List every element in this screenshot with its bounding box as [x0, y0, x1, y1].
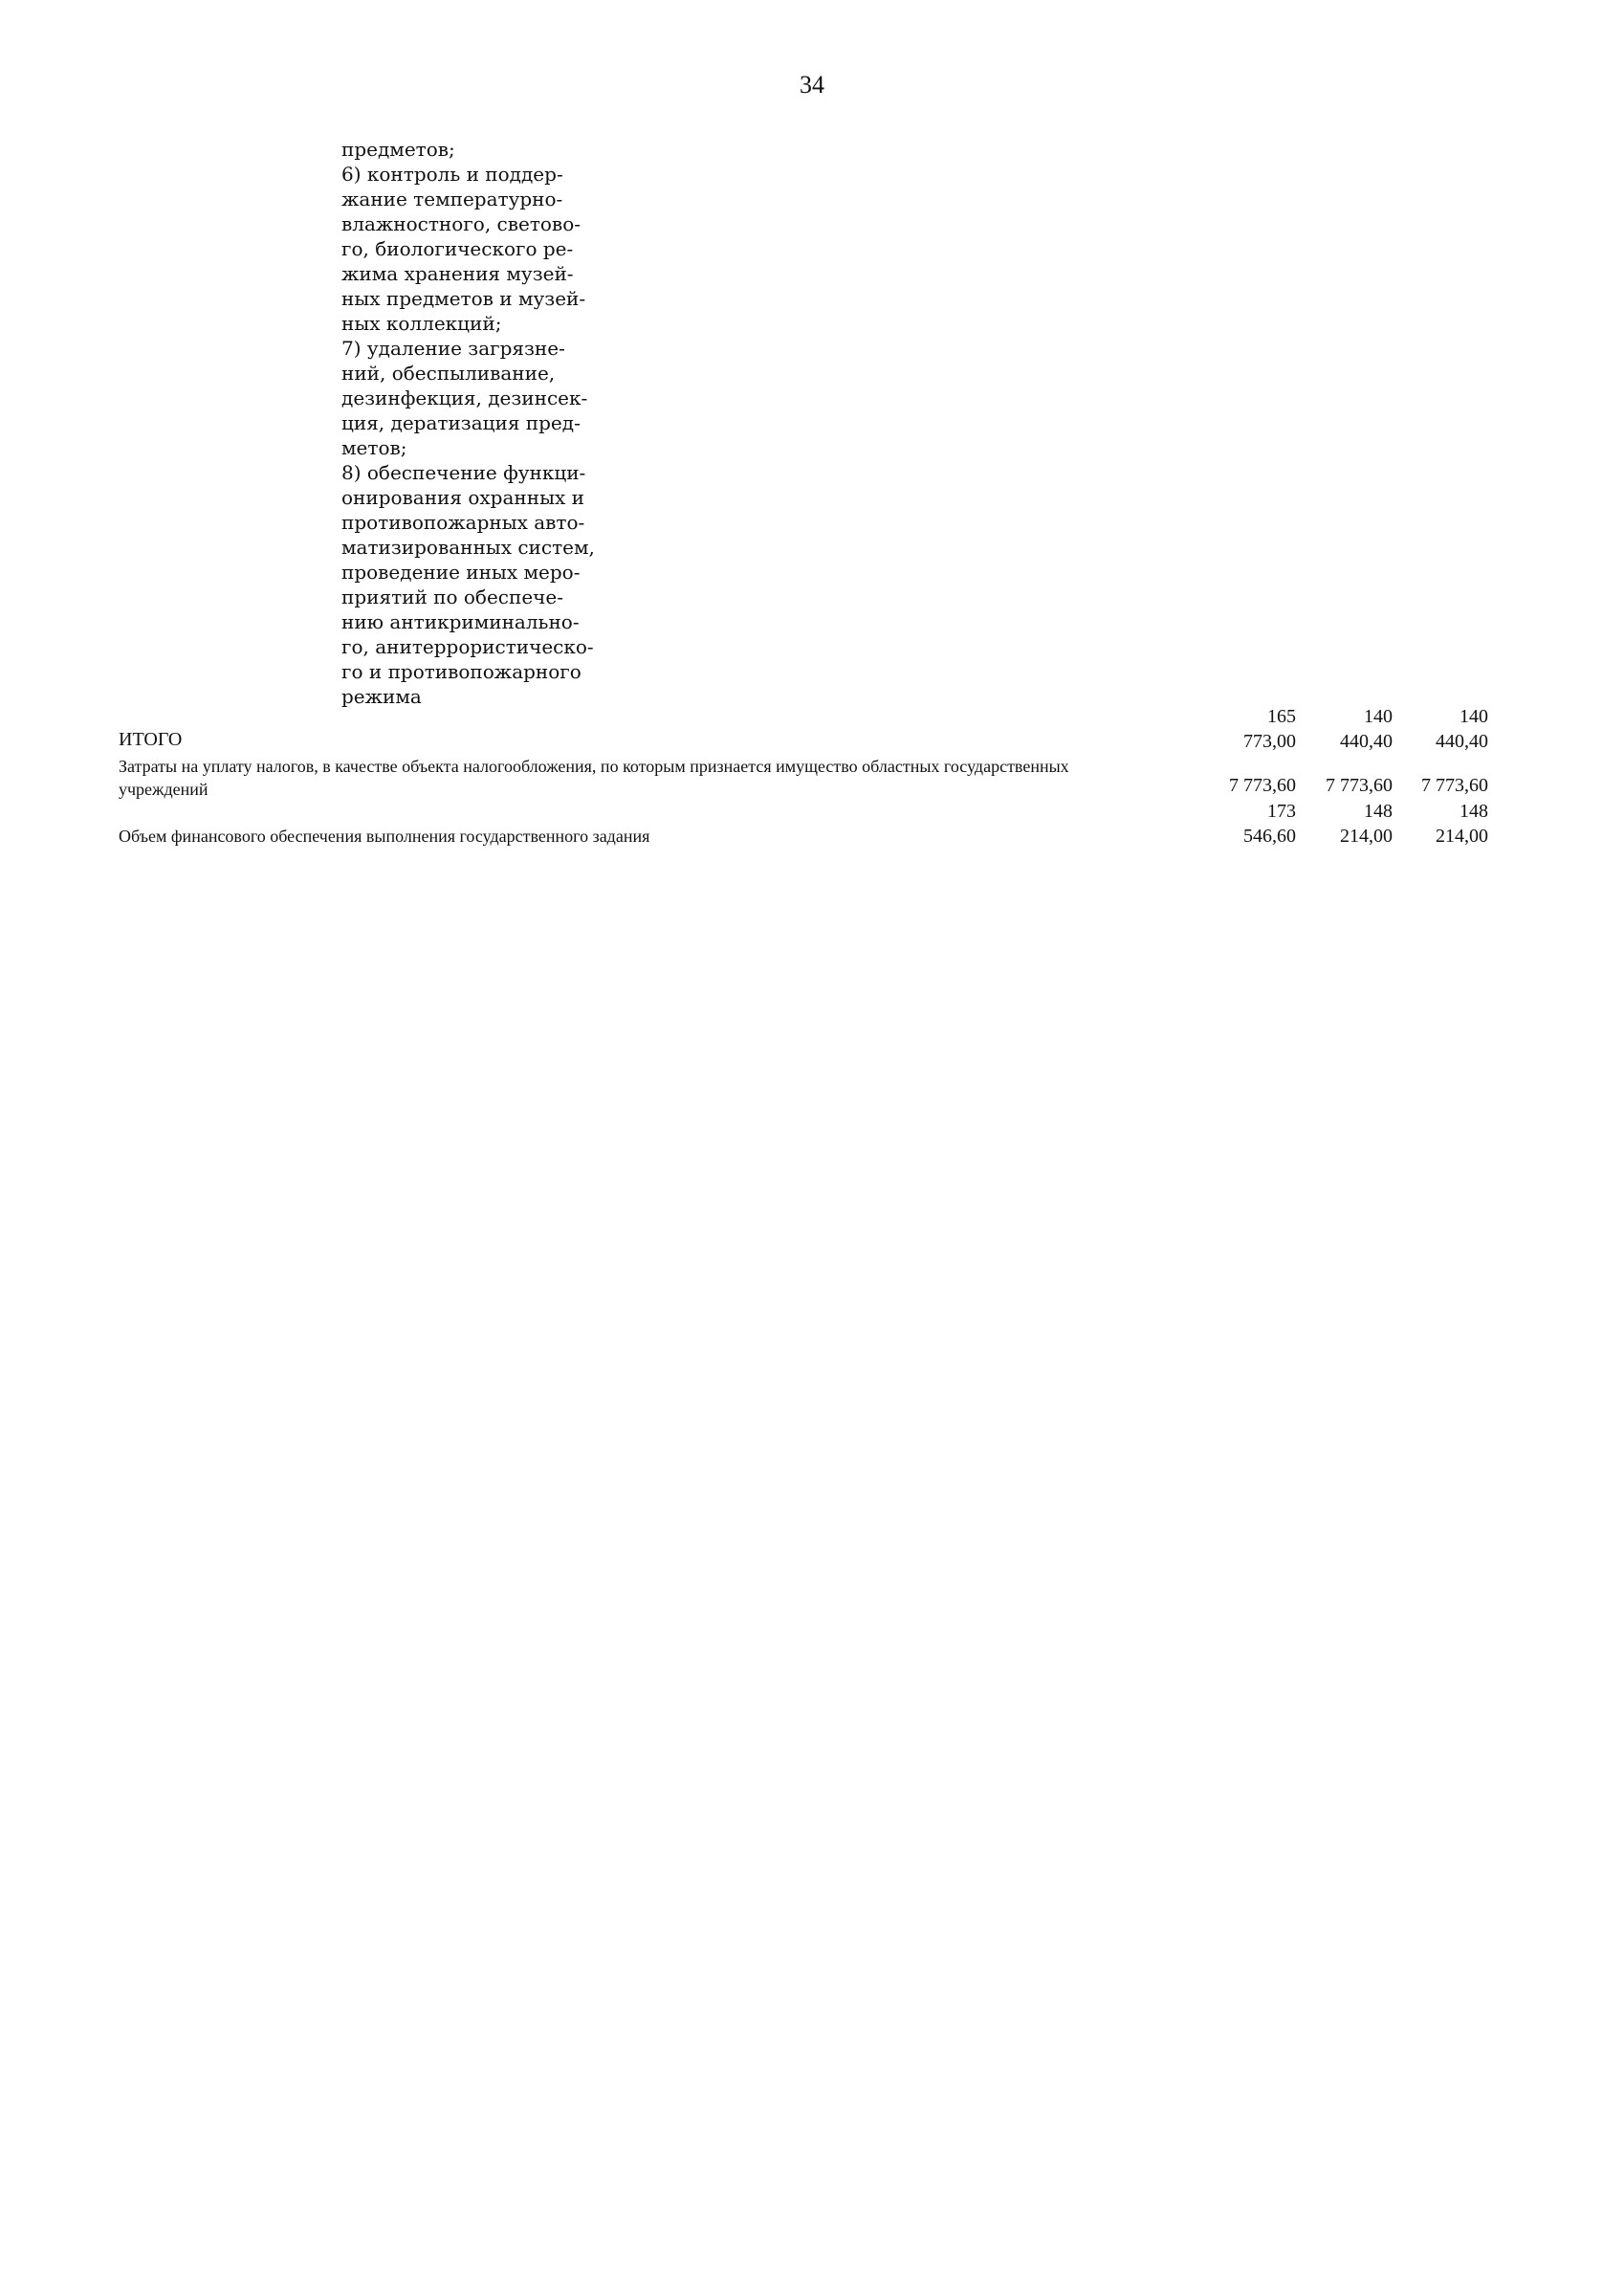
- financing-volume-label: Объем финансового обеспечения выполнения государственного задания: [119, 827, 650, 846]
- description-line: метов;: [341, 436, 407, 459]
- tax-costs-value-year2: 7 773,60: [1326, 775, 1393, 796]
- tax-costs-value-year3: 7 773,60: [1421, 775, 1488, 796]
- total-label: ИТОГО: [119, 729, 183, 750]
- description-line: предметов;: [341, 138, 455, 161]
- description-line: дезинфекция, дезинсек-: [341, 386, 588, 409]
- tax-costs-label: Затраты на уплату налогов, в качестве объекта налогообложения, по которым признается имущество областных государственных учреждений: [119, 757, 1069, 799]
- work-description-cell: [341, 137, 595, 709]
- description-line: противопожарных авто-: [341, 511, 585, 534]
- total-value-year2: 140 440,40: [1340, 706, 1393, 752]
- description-line: ных предметов и музей-: [341, 287, 586, 310]
- tax-costs-value-year1: 7 773,60: [1229, 775, 1296, 796]
- table-bottom-border: [0, 3, 1390, 4]
- total-value-year3: 140 440,40: [1436, 706, 1488, 752]
- description-line: 6) контроль и поддер-: [341, 163, 563, 186]
- description-line: режима: [341, 685, 422, 708]
- description-line: го и противопожарного: [341, 660, 582, 683]
- description-line: жание температурно-: [341, 188, 563, 210]
- description-line: приятий по обеспече-: [341, 585, 563, 608]
- description-line: проведение иных меро-: [341, 561, 581, 584]
- description-line: ний, обеспыливание,: [341, 362, 556, 385]
- page-number: 34: [800, 71, 824, 99]
- description-line: нию антикриминально-: [341, 610, 580, 633]
- description-line: го, анитеррористическо-: [341, 635, 594, 658]
- description-line: влажностного, светово-: [341, 212, 581, 235]
- description-line: ция, дератизация пред-: [341, 411, 581, 434]
- description-line: го, биологического ре-: [341, 237, 574, 260]
- description-line: матизированных систем,: [341, 536, 595, 559]
- description-line: 7) удаление загрязне-: [341, 337, 565, 360]
- col-line: [0, 4, 1, 716]
- financing-value-year2: 148 214,00: [1340, 801, 1393, 847]
- financing-value-year1: 173 546,60: [1243, 801, 1296, 847]
- description-line: онирования охранных и: [341, 486, 584, 509]
- description-line: ных коллекций;: [341, 312, 502, 335]
- col-line: [0, 1282, 1, 1848]
- description-line: жима хранения музей-: [341, 262, 574, 285]
- financing-value-year3: 148 214,00: [1436, 801, 1488, 847]
- description-line: 8) обеспечение функци-: [341, 461, 586, 484]
- col-line: [0, 716, 1, 1282]
- total-value-year1: 165 773,00: [1243, 706, 1296, 752]
- col-line: [0, 1848, 1, 2296]
